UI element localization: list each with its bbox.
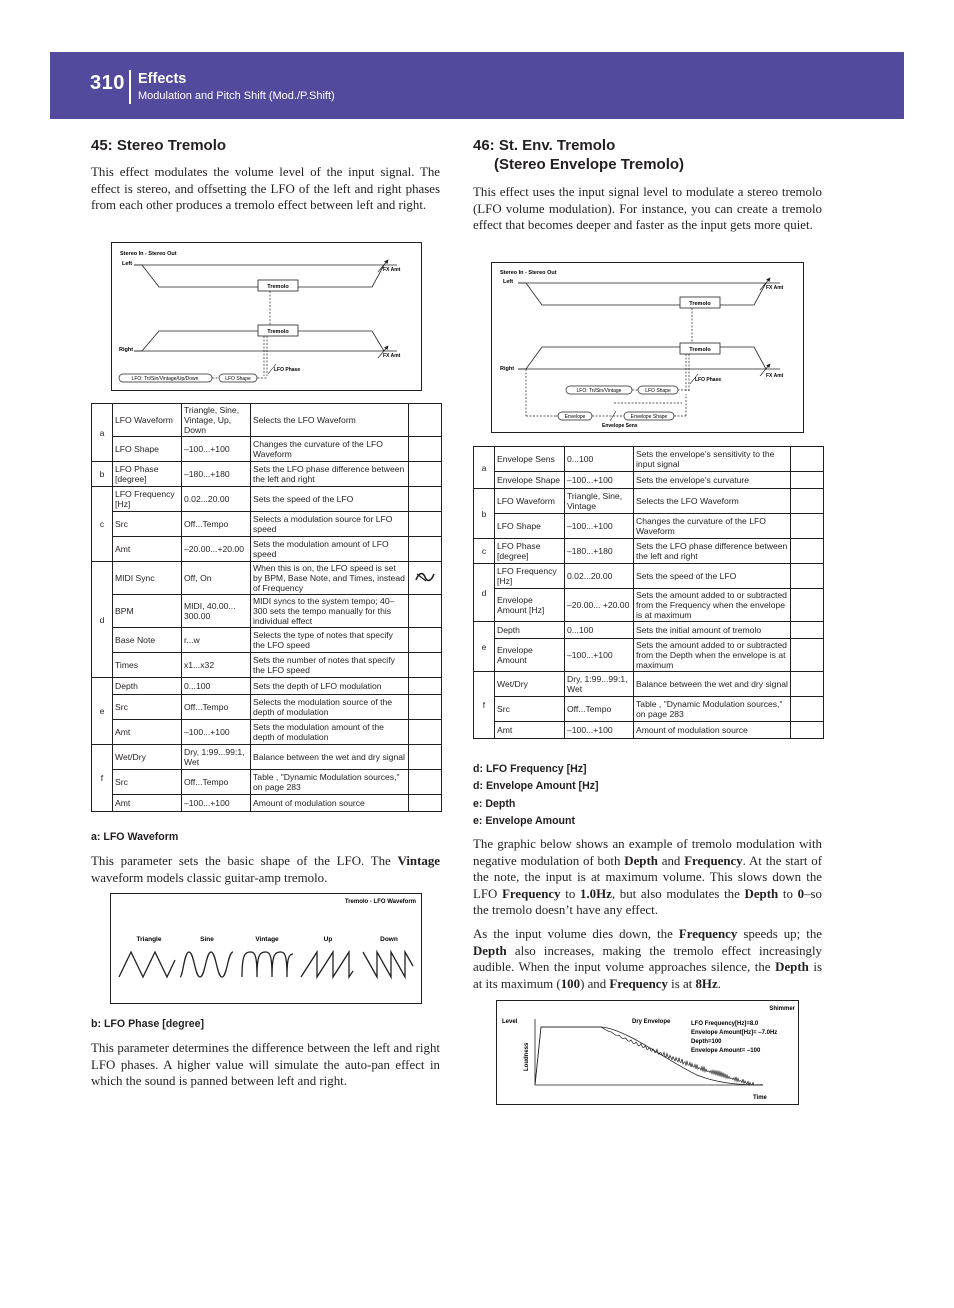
- table-row: [92, 462, 442, 487]
- param-desc: Selects the modulation source of the depth of modulation: [251, 695, 409, 720]
- param-desc: Amount of modulation source: [251, 795, 409, 812]
- table-row: [474, 697, 824, 722]
- param-name: Envelope Sens: [495, 447, 565, 472]
- effect-45-intro: This effect modulates the volume level of the input signal. The effect is stereo, and offsetting the LFO of the left and right phases from each other produces a tremolo effect between left and right.: [91, 165, 440, 212]
- param-name: Amt: [113, 537, 182, 562]
- param-value: –20.00...+20.00: [182, 537, 251, 562]
- table-row: [92, 512, 442, 537]
- diagram-label-fxamt-l: FX Amt: [383, 267, 401, 273]
- graph-param-3: Depth=100: [691, 1039, 722, 1045]
- effect-46-subtitle: (Stereo Envelope Tremolo): [494, 156, 685, 173]
- diagram2-label-fxamt-r: FX Amt: [766, 373, 784, 379]
- param-name: LFO Waveform: [495, 489, 565, 514]
- param-group-label: a: [92, 404, 113, 462]
- param-value: –180...+180: [565, 539, 634, 564]
- table-row: [474, 722, 824, 739]
- table-row: [92, 745, 442, 770]
- param-value: –100...+100: [182, 720, 251, 745]
- table-row: [92, 770, 442, 795]
- table-row: [92, 628, 442, 653]
- table-row: [474, 514, 824, 539]
- param-value: 0...100: [565, 447, 634, 472]
- param-name: LFO Phase [degree]: [113, 462, 182, 487]
- param-desc: Sets the amount added to or subtracted from the Frequency when the envelope is at maximum: [634, 589, 791, 622]
- table-row: [92, 437, 442, 462]
- param-name: Depth: [495, 622, 565, 639]
- param-value: –100...+100: [565, 722, 634, 739]
- graph-param-2: Envelope Amount[Hz]= –7.0Hz: [691, 1030, 778, 1036]
- table-row: [92, 653, 442, 678]
- param-value: Dry, 1:99...99:1, Wet: [182, 745, 251, 770]
- param-desc: Sets the modulation amount of LFO speed: [251, 537, 409, 562]
- graph-time-label: Time: [753, 1095, 767, 1101]
- lfo-phase-heading: b: LFO Phase [degree]: [91, 1018, 205, 1030]
- wave-down: [363, 952, 413, 977]
- effect-46-title: 46: St. Env. Tremolo: [473, 137, 616, 154]
- param-value: 0...100: [565, 622, 634, 639]
- lfo-waveform-text-1: This parameter sets the basic shape of the LFO. The: [91, 854, 398, 868]
- param-icon-cell: [409, 628, 442, 653]
- param-name: Src: [113, 512, 182, 537]
- param-name: BPM: [113, 595, 182, 628]
- param-desc: Amount of modulation source: [634, 722, 791, 739]
- param-desc: Sets the speed of the LFO: [634, 564, 791, 589]
- wave-label-down: Down: [380, 936, 398, 943]
- lfo-waveform-text: [91, 853, 440, 886]
- param-name: LFO Waveform: [113, 404, 182, 437]
- param-group-label: f: [92, 745, 113, 812]
- param-icon-cell: [409, 745, 442, 770]
- param-value: Triangle, Sine, Vintage: [565, 489, 634, 514]
- diagram2-tremolo-r: Tremolo: [689, 347, 711, 353]
- diagram2-label-fxamt-l: FX Amt: [766, 285, 784, 291]
- param-name: Envelope Amount [Hz]: [495, 589, 565, 622]
- graph-loudness-label: Loudness: [524, 1042, 530, 1071]
- tremolo-example-para-2: As the input volume dies down, the Frequency speeds up; the Depth also increases, making the tremolo effect increasingly audible. When the input volume approaches silence, the Depth is at its maximum (100) and Frequency is at 8Hz.: [473, 927, 823, 991]
- graph-level-label: Level: [502, 1019, 518, 1025]
- wave-sine: [180, 952, 233, 977]
- param-desc: Selects the LFO Waveform: [634, 489, 791, 514]
- param-icon-cell: [791, 472, 824, 489]
- param-icon-cell: [791, 722, 824, 739]
- param-name: LFO Frequency [Hz]: [495, 564, 565, 589]
- param-desc: Table , "Dynamic Modulation sources," on page 283: [634, 697, 791, 722]
- param-value: –100...+100: [565, 514, 634, 539]
- param-name: Src: [113, 695, 182, 720]
- table-row: [474, 672, 824, 697]
- table-row: [474, 639, 824, 672]
- param-desc: Selects a modulation source for LFO speed: [251, 512, 409, 537]
- param-desc: Sets the modulation amount of the depth of modulation: [251, 720, 409, 745]
- param-value: –20.00... +20.00: [565, 589, 634, 622]
- param-name: Base Note: [113, 628, 182, 653]
- lfo-waveform-heading: a: LFO Waveform: [91, 831, 179, 843]
- table-row: [474, 564, 824, 589]
- param-group-label: f: [474, 672, 495, 739]
- effect-45-title: 45: Stereo Tremolo: [91, 137, 227, 154]
- param-icon-cell: [409, 462, 442, 487]
- wave-triangle: [119, 952, 175, 977]
- stereo-tremolo-diagram: [111, 242, 422, 391]
- param-icon-cell: [791, 589, 824, 622]
- param-value: r...w: [182, 628, 251, 653]
- param-name: Src: [113, 770, 182, 795]
- param-icon-cell: [409, 770, 442, 795]
- param-desc: Changes the curvature of the LFO Waveform: [251, 437, 409, 462]
- param-value: 0...100: [182, 678, 251, 695]
- table-row: [92, 678, 442, 695]
- param-group-label: d: [474, 564, 495, 622]
- param-icon-cell: [791, 697, 824, 722]
- param-desc: Sets the amount added to or subtracted from the Depth when the envelope is at maximum: [634, 639, 791, 672]
- diagram-tremolo-r: Tremolo: [267, 329, 289, 335]
- param-value: Triangle, Sine, Vintage, Up, Down: [182, 404, 251, 437]
- param-group-label: c: [92, 487, 113, 562]
- param-value: MIDI, 40.00... 300.00: [182, 595, 251, 628]
- diagram2-lfo-shape: LFO Shape: [645, 388, 671, 394]
- diagram-lfo-phase: LFO Phase: [274, 367, 301, 373]
- param-icon-cell: [791, 489, 824, 514]
- param-icon-cell: [409, 695, 442, 720]
- table-row: [92, 562, 442, 595]
- table-row: [92, 720, 442, 745]
- table-row: [92, 695, 442, 720]
- param-value: Off, On: [182, 562, 251, 595]
- table-row: [474, 589, 824, 622]
- shimmer-graph: [496, 1000, 799, 1105]
- param-name: Envelope Amount: [495, 639, 565, 672]
- param-value: 0.02...20.00: [565, 564, 634, 589]
- param-icon-cell: [409, 437, 442, 462]
- param-value: Off...Tempo: [565, 697, 634, 722]
- wave-vintage: [242, 952, 293, 977]
- param-desc: Sets the LFO phase difference between the left and right: [634, 539, 791, 564]
- param-icon-cell: [409, 678, 442, 695]
- wave-label-triangle: Triangle: [136, 936, 162, 943]
- lfo-waveform-text-2: waveform models classic guitar-amp tremolo.: [91, 870, 328, 885]
- shimmer-graph-svg: [497, 1001, 798, 1104]
- param-desc: Sets the LFO phase difference between the left and right: [251, 462, 409, 487]
- diagram2-envelope: Envelope: [564, 414, 586, 420]
- table-row: [474, 489, 824, 514]
- param-value: –100...+100: [182, 437, 251, 462]
- param-icon-cell: [791, 539, 824, 564]
- diagram-label-left: Left: [122, 261, 133, 267]
- param-name: LFO Shape: [113, 437, 182, 462]
- param-value: Off...Tempo: [182, 512, 251, 537]
- lfo-waveform-bold: Vintage: [397, 854, 440, 868]
- param-value: 0.02...20.00: [182, 487, 251, 512]
- heading-envelope-amount: e: Envelope Amount: [473, 815, 576, 827]
- waveform-figure-title: Tremolo - LFO Waveform: [344, 899, 416, 905]
- param-group-label: b: [474, 489, 495, 539]
- param-value: x1...x32: [182, 653, 251, 678]
- diagram-lfo-shape: LFO Shape: [225, 376, 251, 382]
- wave-label-up: Up: [323, 936, 333, 943]
- stereo-tremolo-diagram-svg: [112, 243, 421, 390]
- param-name: Amt: [495, 722, 565, 739]
- param-name: Wet/Dry: [495, 672, 565, 697]
- envelope-tremolo-diagram: [491, 262, 804, 433]
- wave-label-vintage: Vintage: [255, 936, 279, 943]
- param-desc: Changes the curvature of the LFO Waveform: [634, 514, 791, 539]
- envelope-tremolo-param-table: [473, 446, 824, 739]
- param-desc: Sets the speed of the LFO: [251, 487, 409, 512]
- param-desc: Sets the depth of LFO modulation: [251, 678, 409, 695]
- param-name: Depth: [113, 678, 182, 695]
- param-name: Times: [113, 653, 182, 678]
- param-name: MIDI Sync: [113, 562, 182, 595]
- param-desc: Sets the envelope’s sensitivity to the input signal: [634, 447, 791, 472]
- wave-label-sine: Sine: [200, 936, 214, 943]
- param-icon-cell: [409, 720, 442, 745]
- param-name: Amt: [113, 795, 182, 812]
- param-desc: Sets the envelope’s curvature: [634, 472, 791, 489]
- param-desc: Selects the LFO Waveform: [251, 404, 409, 437]
- param-group-label: b: [92, 462, 113, 487]
- diagram2-lfo-phase: LFO Phase: [695, 377, 722, 383]
- tremolo-example-para-1: The graphic below shows an example of tremolo modulation with negative modulation of both Depth and Frequency. At the start of the note, the input is at maximum volume. This slows down the LFO Frequency to 1.0Hz, but also modulates the Depth to 0–so the tremolo doesn’t have any effect.: [473, 837, 822, 917]
- table-row: [474, 622, 824, 639]
- param-icon-cell: [791, 639, 824, 672]
- param-icon-cell: [409, 537, 442, 562]
- param-group-label: e: [92, 678, 113, 745]
- param-icon-cell: [409, 795, 442, 812]
- subsection-title: Modulation and Pitch Shift (Mod./P.Shift): [138, 90, 335, 102]
- diagram2-envelope-shape: Envelope Shape: [630, 414, 668, 420]
- param-desc: Selects the type of notes that specify the LFO speed: [251, 628, 409, 653]
- diagram-tremolo-l: Tremolo: [267, 284, 289, 290]
- param-group-label: c: [474, 539, 495, 564]
- graph-dry-envelope-label: Dry Envelope: [632, 1019, 671, 1025]
- heading-depth: e: Depth: [473, 798, 516, 810]
- param-icon-cell: [791, 622, 824, 639]
- table-row: [92, 537, 442, 562]
- param-desc: Table , "Dynamic Modulation sources," on page 283: [251, 770, 409, 795]
- table-row: [474, 447, 824, 472]
- lfo-phase-text: This parameter determines the difference between the left and right LFO phases. A higher value will simulate the auto-pan effect in which the sound is panned between left and right.: [91, 1041, 440, 1088]
- param-value: –100...+100: [565, 639, 634, 672]
- table-row: [92, 487, 442, 512]
- param-icon-cell: [409, 653, 442, 678]
- param-name: Wet/Dry: [113, 745, 182, 770]
- param-icon-cell: [409, 562, 442, 595]
- param-name: Amt: [113, 720, 182, 745]
- wave-up: [301, 952, 353, 977]
- param-icon-cell: [791, 514, 824, 539]
- param-icon-cell: [791, 672, 824, 697]
- page-header: [50, 52, 904, 119]
- param-desc: Balance between the wet and dry signal: [634, 672, 791, 697]
- diagram2-envelope-sens: Envelope Sens: [602, 423, 638, 429]
- diagram2-lfo-label: LFO: Tri/Sin/Vintage: [576, 388, 622, 394]
- param-name: Envelope Shape: [495, 472, 565, 489]
- param-icon-cell: [791, 447, 824, 472]
- param-group-label: e: [474, 622, 495, 672]
- lfo-waveform-figure: [110, 893, 422, 1004]
- section-title: Effects: [138, 71, 187, 87]
- graph-param-4: Envelope Amount= –100: [691, 1048, 761, 1054]
- param-value: Off...Tempo: [182, 695, 251, 720]
- diagram2-label-right: Right: [500, 366, 515, 372]
- param-name: Src: [495, 697, 565, 722]
- param-desc: Sets the initial amount of tremolo: [634, 622, 791, 639]
- param-name: LFO Shape: [495, 514, 565, 539]
- table-row: [474, 472, 824, 489]
- param-icon-cell: [409, 512, 442, 537]
- table-row: [92, 404, 442, 437]
- diagram2-label-left: Left: [503, 279, 514, 285]
- effect-46-intro: This effect uses the input signal level to modulate a stereo tremolo (LFO volume modulation). For instance, you can create a tremolo effect that becomes deeper and faster as the input gets more quiet.: [473, 185, 822, 232]
- param-value: Dry, 1:99...99:1, Wet: [565, 672, 634, 697]
- param-icon-cell: [409, 487, 442, 512]
- param-value: –180...+180: [182, 462, 251, 487]
- param-icon-cell: [409, 404, 442, 437]
- heading-lfo-frequency: d: LFO Frequency [Hz]: [473, 763, 587, 775]
- header-divider: [129, 70, 131, 104]
- table-row: [92, 595, 442, 628]
- diagram-label-fxamt-r: FX Amt: [383, 353, 401, 359]
- param-icon-cell: [409, 595, 442, 628]
- diagram-lfo-label: LFO: Tri/Sin/Vintage/Up/Down: [131, 376, 199, 382]
- param-group-label: d: [92, 562, 113, 678]
- param-desc: Sets the number of notes that specify the LFO speed: [251, 653, 409, 678]
- param-desc: Balance between the wet and dry signal: [251, 745, 409, 770]
- page-number: 310: [90, 72, 125, 94]
- heading-envelope-amount-hz: d: Envelope Amount [Hz]: [473, 780, 599, 792]
- graph-title: Shimmer: [769, 1006, 795, 1012]
- midi-sync-icon: [414, 571, 436, 583]
- stereo-tremolo-param-table: [91, 403, 442, 812]
- envelope-tremolo-diagram-svg: [492, 263, 803, 432]
- diagram2-tremolo-l: Tremolo: [689, 301, 711, 307]
- param-value: –100...+100: [182, 795, 251, 812]
- param-desc: MIDI syncs to the system tempo; 40–300 sets the tempo manually for this individual effect: [251, 595, 409, 628]
- table-row: [474, 539, 824, 564]
- param-name: LFO Phase [degree]: [495, 539, 565, 564]
- param-name: LFO Frequency [Hz]: [113, 487, 182, 512]
- lfo-waveform-svg: [111, 894, 421, 1003]
- graph-param-1: LFO Frequency[Hz]=8.0: [691, 1021, 759, 1027]
- param-icon-cell: [791, 564, 824, 589]
- diagram-label-right: Right: [119, 347, 134, 353]
- diagram2-label-stereo: Stereo In - Stereo Out: [500, 270, 557, 276]
- param-desc: When this is on, the LFO speed is set by BPM, Base Note, and Times, instead of Frequency: [251, 562, 409, 595]
- param-value: Off...Tempo: [182, 770, 251, 795]
- param-group-label: a: [474, 447, 495, 489]
- table-row: [92, 795, 442, 812]
- diagram-label-stereo: Stereo In - Stereo Out: [120, 251, 177, 257]
- param-value: –100...+100: [565, 472, 634, 489]
